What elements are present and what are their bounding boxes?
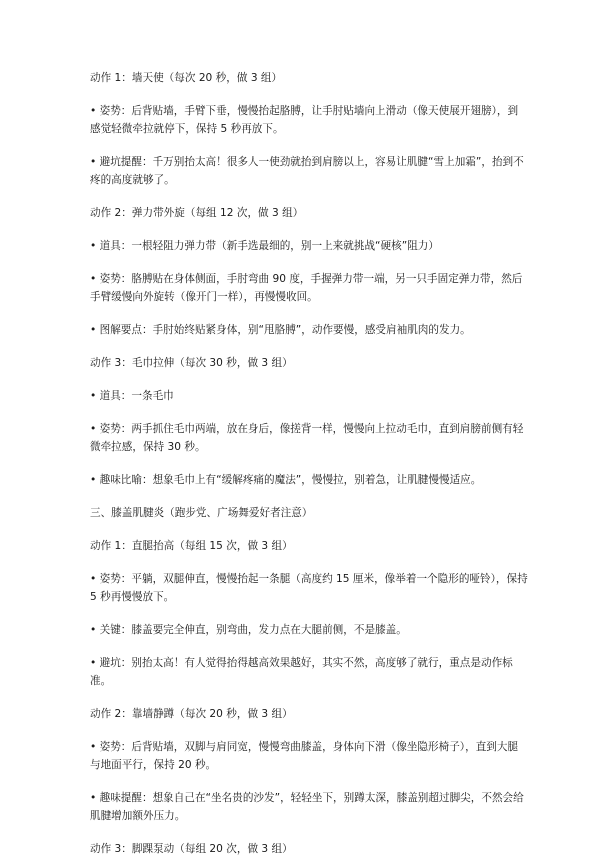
bullet-item: • 姿势：后背贴墙，双脚与肩同宽，慢慢弯曲膝盖，身体向下滑（像坐隐形椅子），直到大腿与地面平行，保持 20 秒。 <box>90 741 519 771</box>
bullet-item: • 姿势：后背贴墙，手臂下垂，慢慢抬起胳膊，让手肘贴墙向上滑动（像天使展开翅膀），到感觉轻微牵拉就停下，保持 5 秒再放下。 <box>90 105 519 135</box>
bullet-item: • 道具：一条毛巾 <box>90 390 174 402</box>
section-heading: 动作 3：毛巾拉伸（每次 30 秒，做 3 组） <box>90 357 293 369</box>
bullet-item: • 姿势：平躺，双腿伸直，慢慢抬起一条腿（高度约 15 厘米，像举着一个隐形的哑铃），保持 5 秒再慢慢放下。 <box>90 573 528 603</box>
chapter-heading: 三、膝盖肌腱炎（跑步党、广场舞爱好者注意） <box>90 507 313 519</box>
bullet-item: • 趣味提醒：想象自己在“坐名贵的沙发”，轻轻坐下，别蹲太深，膝盖别超过脚尖，不然会给肌腱增加额外压力。 <box>90 792 524 822</box>
bullet-item: • 避坑：别抬太高！有人觉得抬得越高效果越好，其实不然，高度够了就行，重点是动作标准。 <box>90 657 513 687</box>
bullet-item: • 关键：膝盖要完全伸直，别弯曲，发力点在大腿前侧，不是膝盖。 <box>90 624 407 636</box>
bullet-item: • 趣味比喻：想象毛巾上有“缓解疼痛的魔法”，慢慢拉，别着急，让肌腱慢慢适应。 <box>90 474 482 486</box>
section-heading: 动作 1：墙天使（每次 20 秒，做 3 组） <box>90 72 283 84</box>
bullet-item: • 道具：一根轻阻力弹力带（新手选最细的，别一上来就挑战“硬核”阻力） <box>90 240 439 252</box>
section-heading: 动作 1：直腿抬高（每组 15 次，做 3 组） <box>90 540 293 552</box>
bullet-item: • 避坑提醒：千万别抬太高！很多人一使劲就抬到肩膀以上，容易让肌腱“雪上加霜”，抬到不疼的高度就够了。 <box>90 156 524 186</box>
section-heading: 动作 2：靠墙静蹲（每次 20 秒，做 3 组） <box>90 708 293 720</box>
bullet-item: • 姿势：两手抓住毛巾两端，放在身后，像搓背一样，慢慢向上拉动毛巾，直到肩膀前侧有轻微牵拉感，保持 30 秒。 <box>90 423 524 453</box>
bullet-item: • 姿势：胳膊贴在身体侧面，手肘弯曲 90 度，手握弹力带一端，另一只手固定弹力带，然后手臂缓慢向外旋转（像开门一样），再慢慢收回。 <box>90 273 523 303</box>
section-heading: 动作 3：脚踝泵动（每组 20 次，做 3 组） <box>90 843 293 855</box>
bullet-item: • 图解要点：手肘始终贴紧身体，别“甩胳膊”，动作要慢，感受肩袖肌肉的发力。 <box>90 324 471 336</box>
section-heading: 动作 2：弹力带外旋（每组 12 次，做 3 组） <box>90 207 304 219</box>
